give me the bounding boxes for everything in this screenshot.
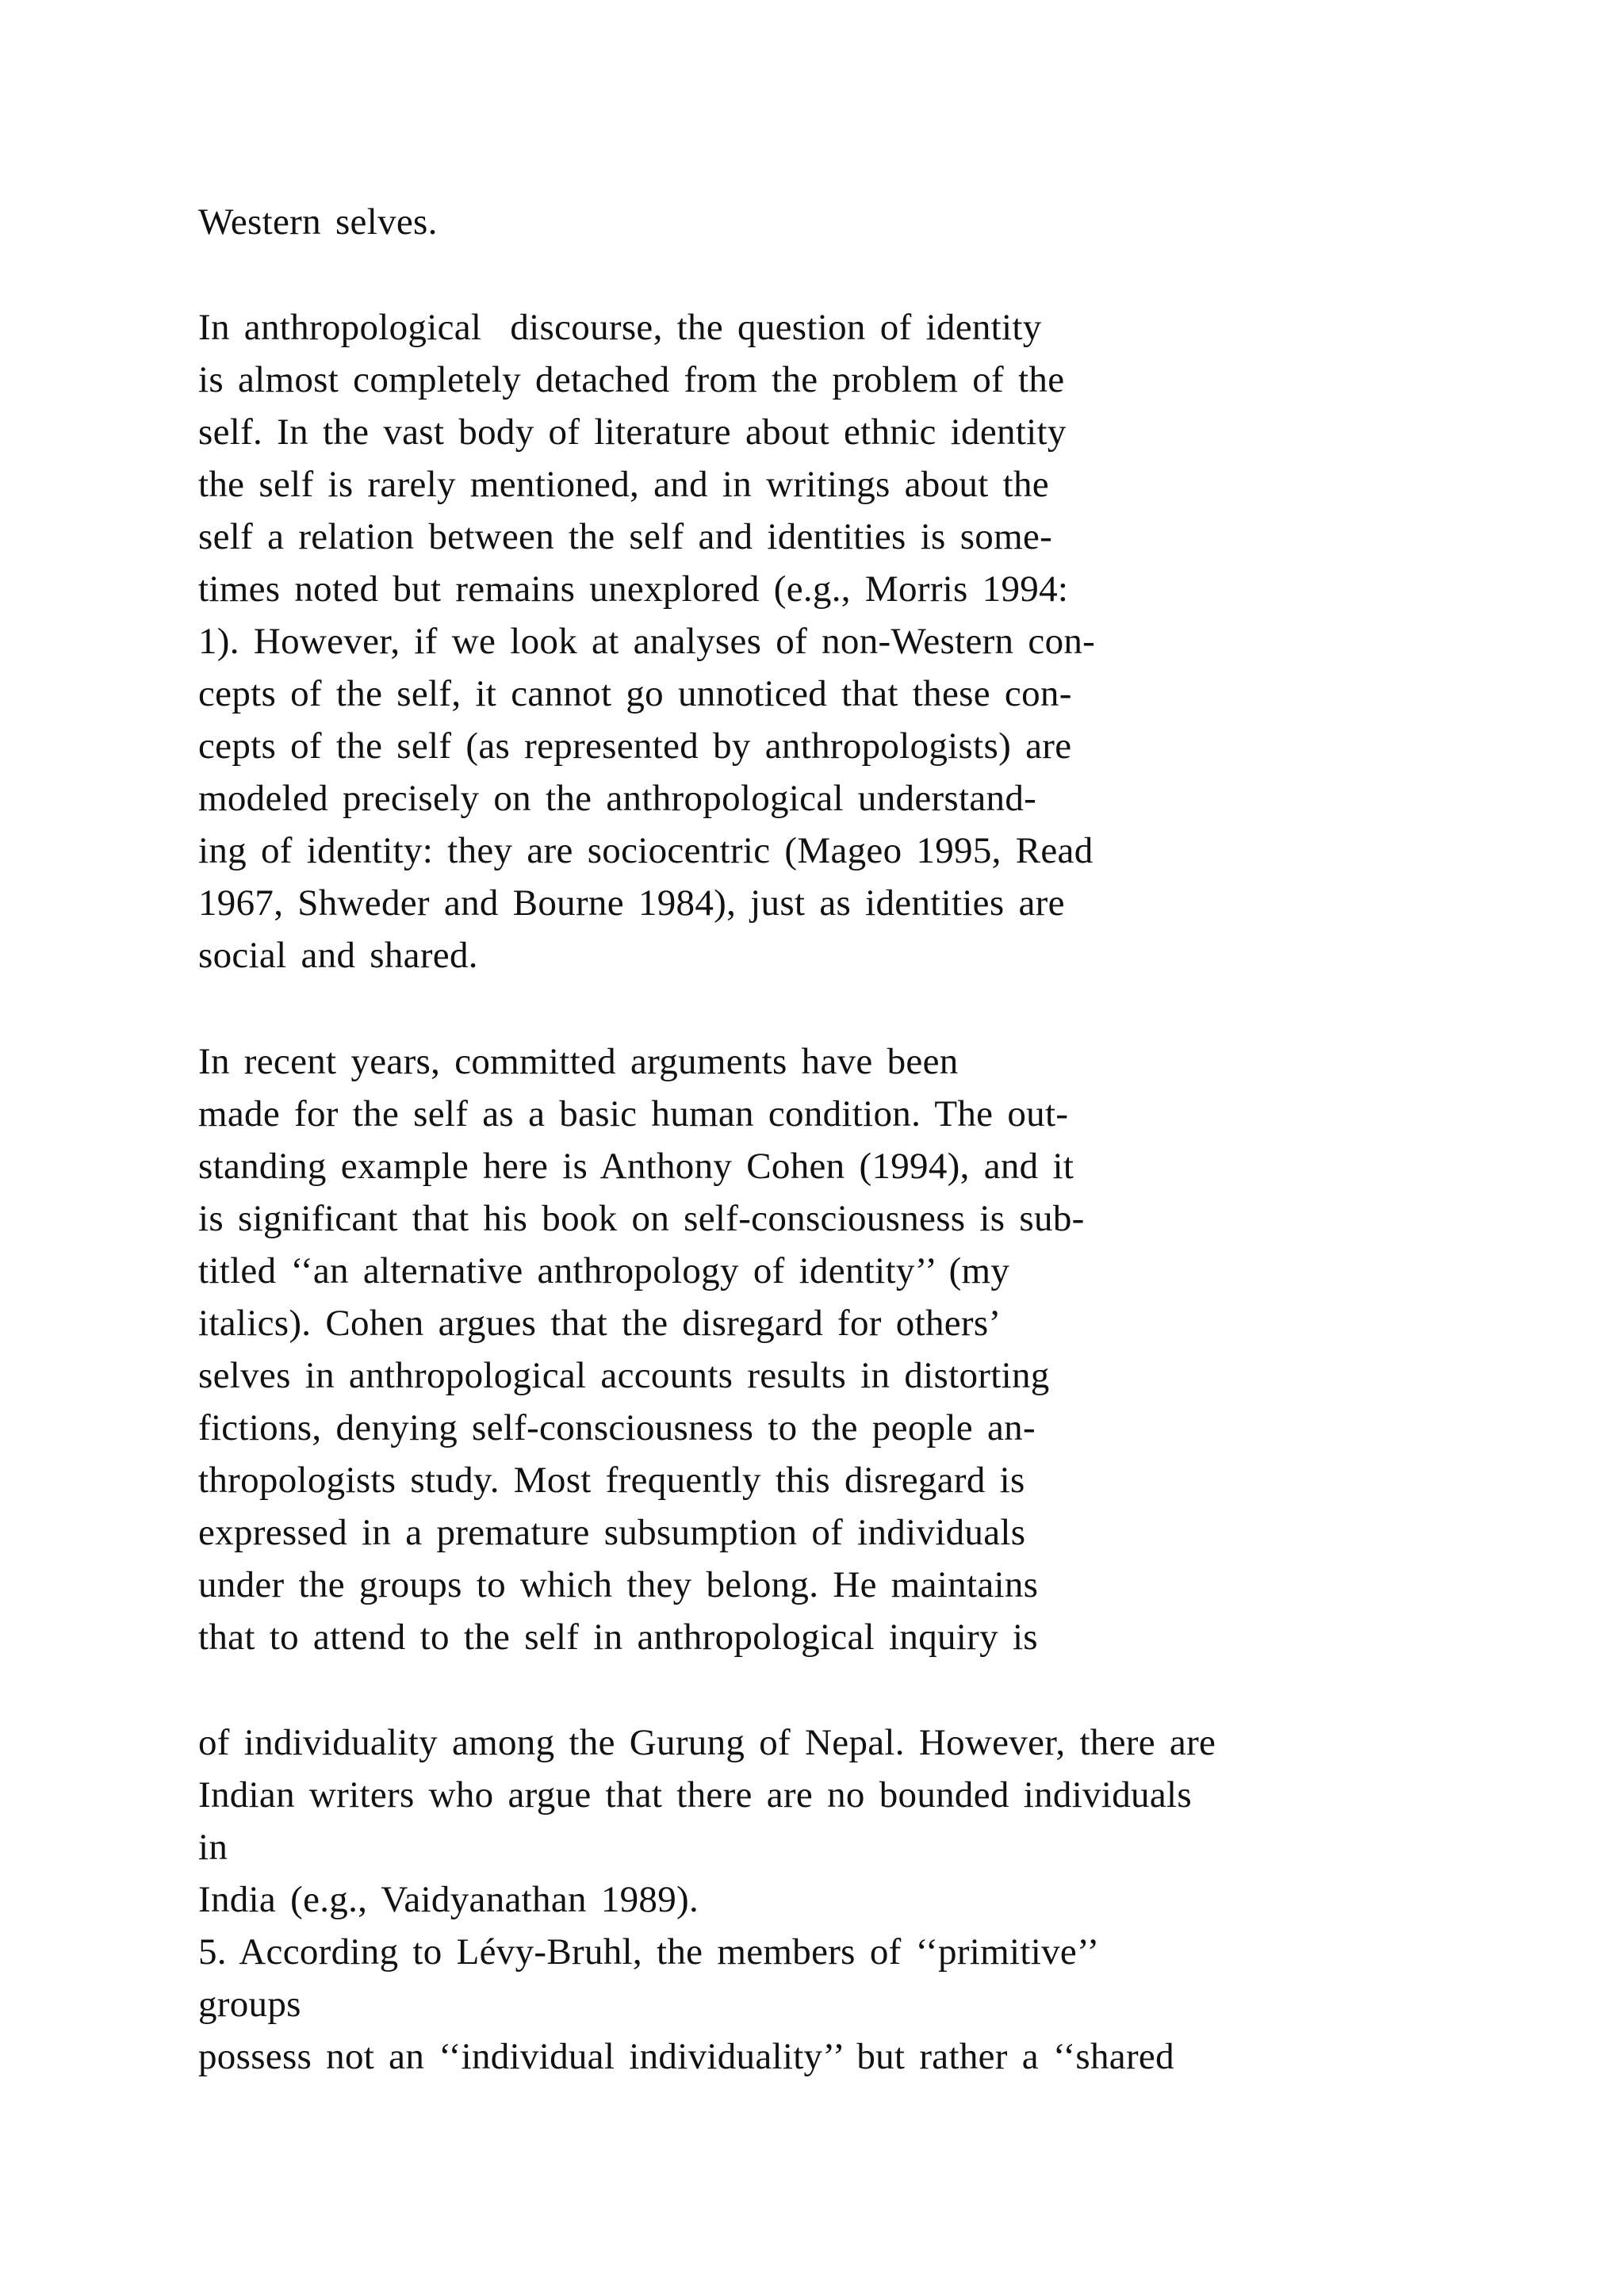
footnote-line: Indian writers who argue that there are no bounded individuals [198,1774,1192,1816]
text-line: thropologists study. Most frequently this disregard is [198,1460,1025,1501]
text-line: the self is rarely mentioned, and in writings about the [198,464,1049,505]
footnote-line: possess not an ‘‘individual individuality’’ but rather a ‘‘shared [198,2036,1174,2077]
text-line: ing of identity: they are sociocentric (Mageo 1995, Read [198,830,1094,871]
text-line: cepts of the self (as represented by anthropologists) are [198,725,1072,767]
text-line: 1). However, if we look at analyses of non-Western con- [198,621,1096,662]
text-line: 1967, Shweder and Bourne 1984), just as identities are [198,882,1065,924]
text-line: standing example here is Anthony Cohen (1994), and it [198,1146,1074,1187]
text-line: self. In the vast body of literature about ethnic identity [198,411,1067,453]
text-line: is almost completely detached from the problem of the [198,359,1065,400]
text-line: italics). Cohen argues that the disregard for others’ [198,1303,1002,1344]
text-line: selves in anthropological accounts results in distorting [198,1355,1050,1396]
footnote-line: 5. According to Lévy-Bruhl, the members of ‘‘primitive’’ [198,1931,1100,1973]
text-line: times noted but remains unexplored (e.g., Morris 1994: [198,568,1069,610]
text-line: In recent years, committed arguments have been [198,1041,959,1082]
footnote-line: of individuality among the Gurung of Nepal. However, there are [198,1722,1216,1763]
text-line: fictions, denying self-consciousness to the people an- [198,1407,1036,1448]
text-line: self a relation between the self and identities is some- [198,516,1053,557]
text-line: Western selves. [198,201,438,243]
footnote-line: in [198,1827,228,1868]
text-line: made for the self as a basic human condition. The out- [198,1093,1069,1135]
footnote-line: groups [198,1984,301,2025]
text-line: social and shared. [198,935,478,976]
text-line: titled ‘‘an alternative anthropology of identity’’ (my [198,1250,1010,1292]
text-line: is significant that his book on self-consciousness is sub- [198,1198,1085,1239]
text-line: expressed in a premature subsumption of individuals [198,1512,1026,1553]
footnote-line: India (e.g., Vaidyanathan 1989). [198,1879,699,1920]
text-line: In anthropological discourse, the question of identity [198,307,1042,348]
text-line: under the groups to which they belong. He maintains [198,1564,1039,1605]
text-line: that to attend to the self in anthropological inquiry is [198,1617,1038,1658]
text-line: modeled precisely on the anthropological understand- [198,778,1037,819]
text-line: cepts of the self, it cannot go unnoticed that these con- [198,673,1072,714]
